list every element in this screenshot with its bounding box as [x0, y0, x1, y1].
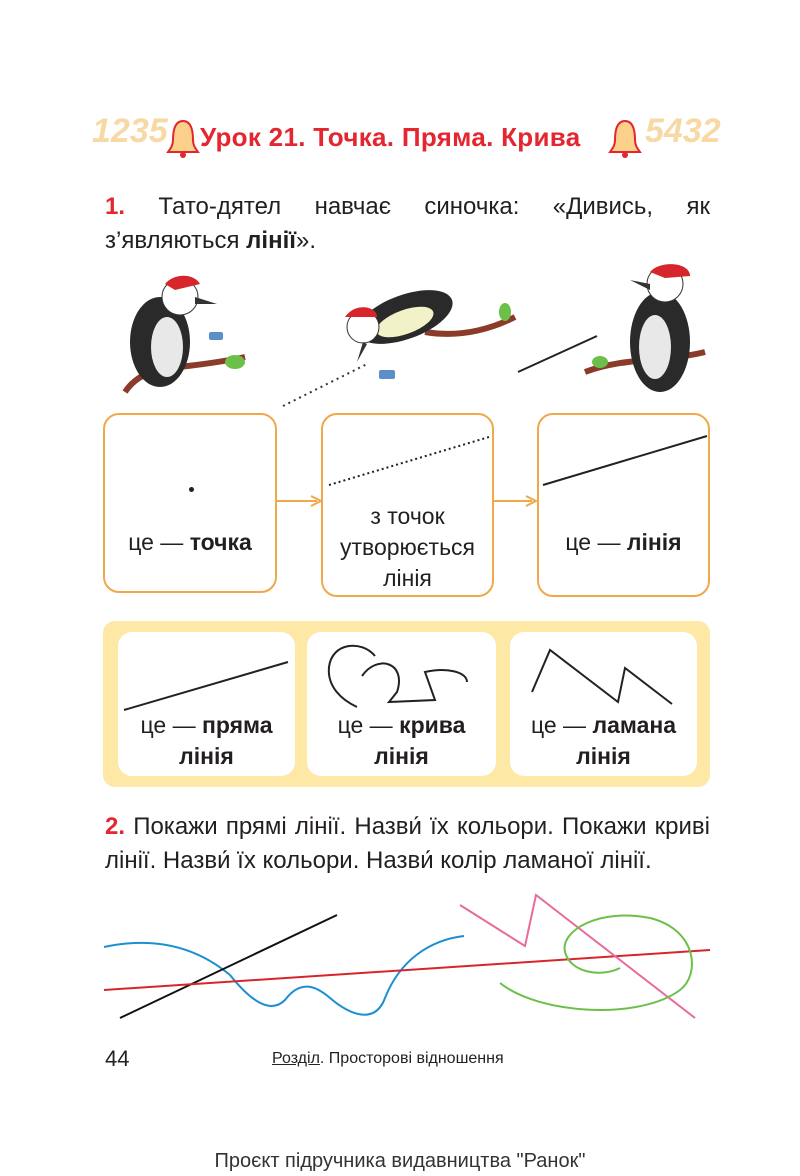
point-dot: [189, 487, 194, 492]
woodpecker-son-middle: [345, 279, 515, 379]
header-deco-left: 1235: [92, 112, 168, 150]
box-line-prefix: це —: [565, 529, 627, 555]
type-broken-prefix: це —: [530, 712, 593, 738]
drawn-line: [518, 336, 597, 372]
woodpecker-father-right: [585, 264, 705, 392]
box-dots: [321, 413, 494, 597]
box-point-prefix: це —: [128, 529, 190, 555]
type-broken: [510, 632, 697, 776]
box-dots-line1: з точок: [370, 503, 445, 529]
box-point: [103, 413, 277, 593]
task1-text-bold: лінії: [246, 227, 296, 254]
type-curve-caption: [307, 710, 496, 772]
header-deco-right: 5432: [645, 112, 721, 150]
broken-line-sample: [510, 632, 697, 712]
dotted-line: [323, 415, 493, 495]
type-broken-bold2: лінія: [576, 743, 631, 769]
type-curve-bold1: крива: [399, 712, 466, 738]
woodpecker-father-left: [125, 276, 245, 392]
box-line: [537, 413, 710, 597]
box-point-bold: точка: [189, 529, 252, 555]
section-label-underlined: Розділ: [272, 1050, 320, 1067]
type-straight-bold2: лінія: [179, 743, 234, 769]
type-curve-bold2: лінія: [374, 743, 429, 769]
blue-curve: [104, 936, 464, 1015]
task1-number: 1.: [105, 193, 126, 220]
box-line-bold: лінія: [626, 529, 682, 555]
section-label: [272, 1050, 504, 1068]
type-broken-caption: [510, 710, 697, 772]
woodpeckers-illustration: [105, 262, 710, 412]
type-straight-caption: [118, 710, 295, 772]
type-broken-bold1: ламана: [592, 712, 677, 738]
bell-icon: [166, 118, 200, 160]
type-curve: [307, 632, 496, 776]
type-straight: [118, 632, 295, 776]
task2-number: 2.: [105, 813, 126, 840]
lesson-title: Урок 21. Точка. Пряма. Крива: [200, 122, 581, 152]
arrow-right-icon: [277, 494, 323, 508]
box-dots-line2: утворюється: [339, 534, 476, 560]
type-curve-prefix: це —: [337, 712, 400, 738]
pink-broken-line: [460, 895, 695, 1018]
bell-icon: [608, 118, 642, 160]
red-straight-line: [104, 950, 710, 990]
type-straight-prefix: це —: [140, 712, 202, 738]
task1-text-b: ».: [296, 227, 317, 254]
box-line-caption: [539, 527, 708, 558]
curve-line-sample: [307, 632, 496, 712]
section-label-rest: . Просторові відношення: [319, 1050, 504, 1067]
task2-text: [105, 810, 710, 878]
task1-text: [105, 190, 710, 258]
colored-lines-figure: [100, 890, 712, 1030]
black-straight-line: [120, 915, 337, 1018]
box-dots-caption: [323, 501, 492, 594]
dotted-trail: [283, 364, 367, 406]
publisher-note: Проєкт підручника видавництва "Ранок": [214, 1150, 586, 1172]
straight-line-sample: [118, 632, 295, 712]
box-dots-line3: лінія: [383, 565, 432, 591]
box-point-caption: [105, 527, 275, 558]
arrow-right-icon: [494, 494, 538, 508]
solid-line: [539, 415, 709, 495]
page-number: 44: [105, 1046, 130, 1071]
type-straight-bold1: пряма: [201, 712, 273, 738]
line-types-panel: [103, 621, 710, 787]
task1-text-a: Тато-дятел навчає синочка: «Дивись, як з’являються: [105, 193, 710, 254]
task2-body: Покажи прямі лінії. Назви́ їх кольори. Покажи криві лінії. Назви́ їх кольори. Назви́ колір ламаної лінії.: [105, 813, 710, 874]
